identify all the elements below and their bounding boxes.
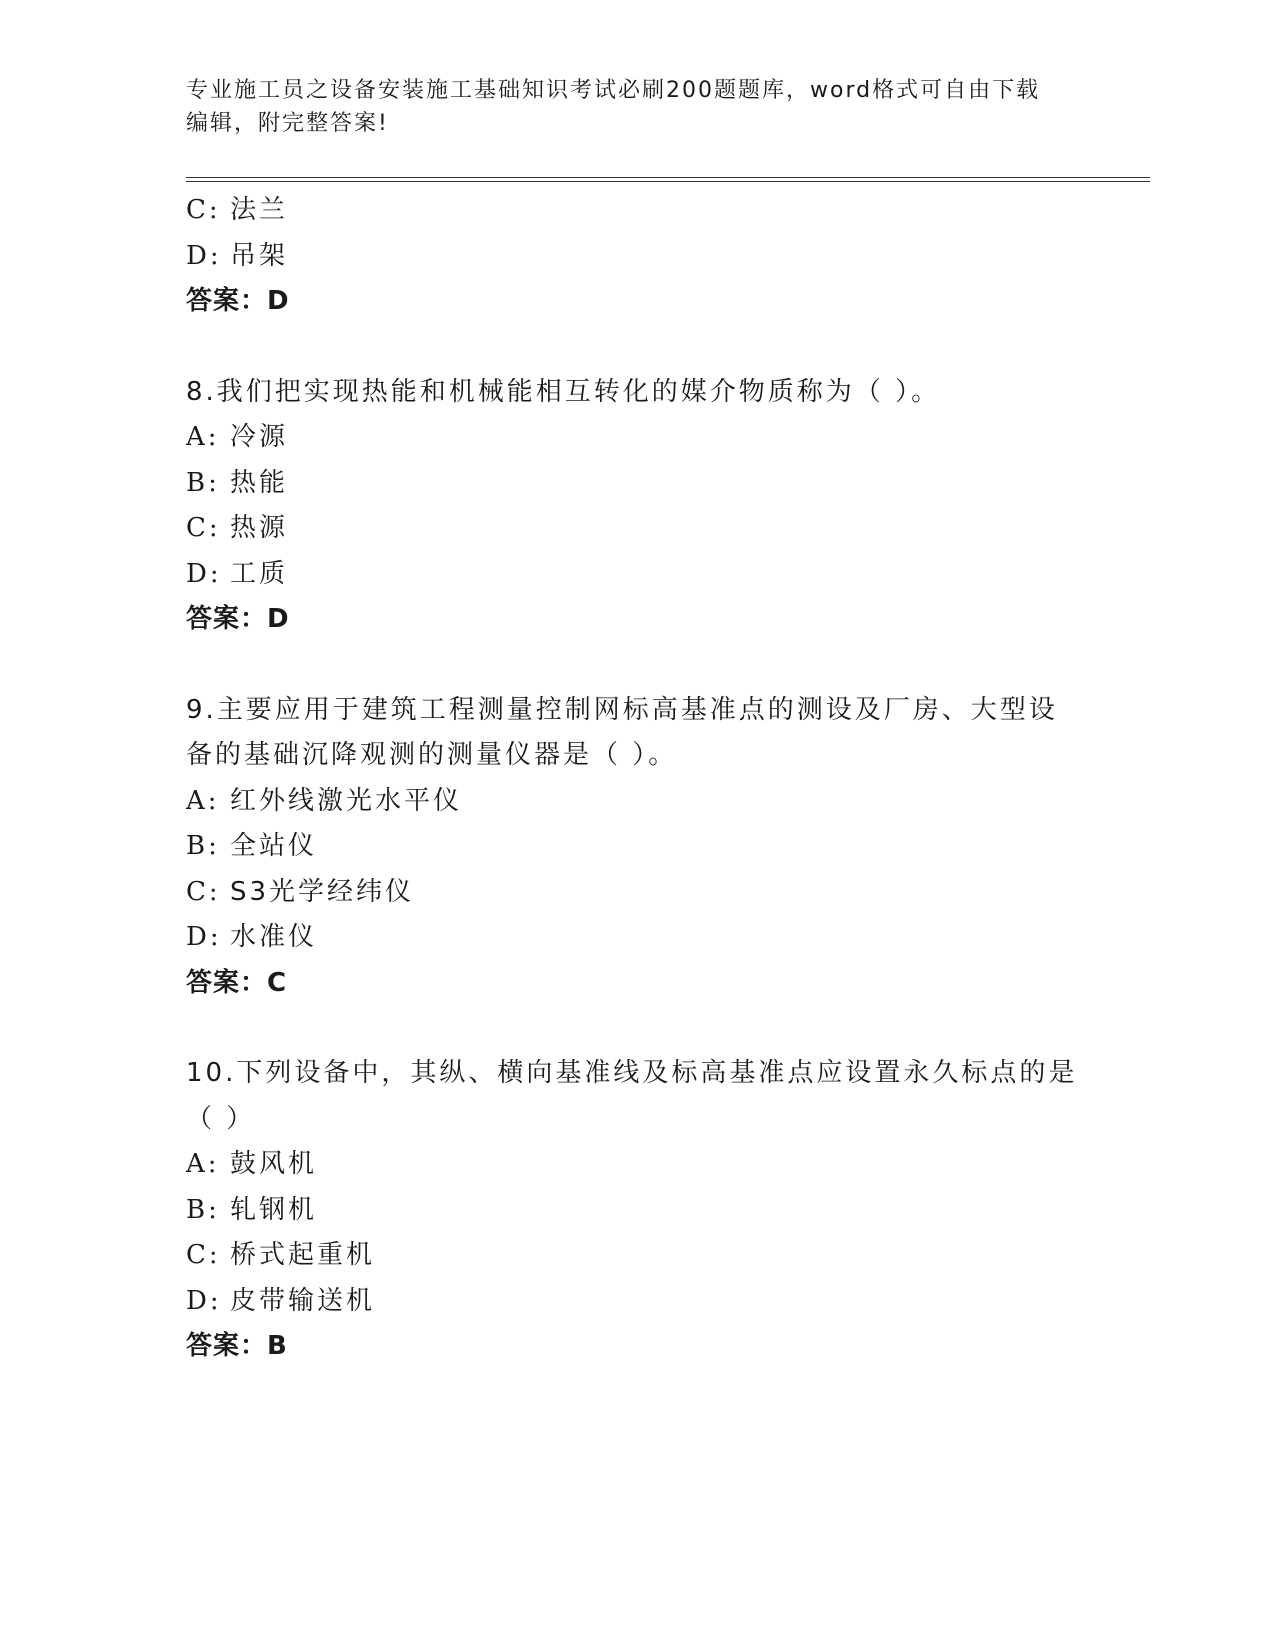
option-letter: D: xyxy=(186,240,222,271)
option-letter: B: xyxy=(186,1194,220,1225)
option-item xyxy=(186,188,1086,234)
option-text: 吊架 xyxy=(230,240,289,271)
option-letter: D: xyxy=(186,1285,222,1316)
question-10-text-line-2: （ ） xyxy=(186,1103,256,1134)
option-item xyxy=(186,824,1086,870)
option-item xyxy=(186,552,1086,598)
option-item xyxy=(186,1279,1086,1325)
option-text: 热源 xyxy=(230,513,289,543)
option-text: 鼓风机 xyxy=(230,1149,318,1179)
option-item xyxy=(186,415,1086,461)
option-text: 冷源 xyxy=(230,422,289,452)
option-text: 皮带输送机 xyxy=(230,1285,376,1316)
option-text: 桥式起重机 xyxy=(230,1240,376,1270)
option-letter: A: xyxy=(186,422,220,452)
question-9-text-line-1: 9.主要应用于建筑工程测量控制网标高基准点的测设及厂房、大型设 xyxy=(186,694,1058,725)
question-9-text-line-2: 备的基础沉降观测的测量仪器是（ ）。 xyxy=(186,740,678,770)
option-text: 工质 xyxy=(230,558,289,589)
answer-line: 答案：B xyxy=(186,1331,288,1361)
question-8-text: 8.我们把实现热能和机械能相互转化的媒介物质称为（ ）。 xyxy=(186,376,941,407)
option-item xyxy=(186,915,1086,961)
option-letter: D: xyxy=(186,558,222,589)
answer-line: 答案：C xyxy=(186,967,288,998)
option-text: 轧钢机 xyxy=(230,1194,318,1225)
question-content xyxy=(186,188,1086,1370)
option-letter: C: xyxy=(186,513,221,543)
option-letter: B: xyxy=(186,831,220,861)
option-item xyxy=(186,779,1086,825)
option-letter: D: xyxy=(186,922,222,952)
option-text: 热能 xyxy=(230,467,289,498)
question-10-text-line-1: 10.下列设备中，其纵、横向基准线及标高基准点应设置永久标点的是 xyxy=(186,1058,1078,1088)
page-header xyxy=(186,74,1086,140)
option-text: 红外线激光水平仪 xyxy=(230,785,463,816)
option-letter: C: xyxy=(186,1240,221,1270)
option-item xyxy=(186,234,1086,280)
option-text: 水准仪 xyxy=(230,922,318,952)
answer-line: 答案：D xyxy=(186,604,290,634)
option-item xyxy=(186,870,1086,916)
header-line-1: 专业施工员之设备安装施工基础知识考试必刷200题题库，word格式可自由下载 xyxy=(186,78,1041,103)
option-item xyxy=(186,1233,1086,1279)
option-letter: C: xyxy=(186,876,221,907)
answer-line: 答案：D xyxy=(186,286,290,316)
option-item xyxy=(186,1188,1086,1234)
option-item xyxy=(186,1142,1086,1188)
option-text: 全站仪 xyxy=(230,831,318,861)
option-letter: A: xyxy=(186,785,220,816)
header-double-rule xyxy=(186,177,1150,182)
option-letter: C: xyxy=(186,195,221,225)
option-item xyxy=(186,461,1086,507)
option-text: 法兰 xyxy=(230,195,289,225)
option-letter: A: xyxy=(186,1149,220,1179)
header-line-2: 编辑，附完整答案! xyxy=(186,111,389,136)
option-item xyxy=(186,506,1086,552)
option-text: S3光学经纬仪 xyxy=(230,876,415,907)
option-letter: B: xyxy=(186,467,220,498)
